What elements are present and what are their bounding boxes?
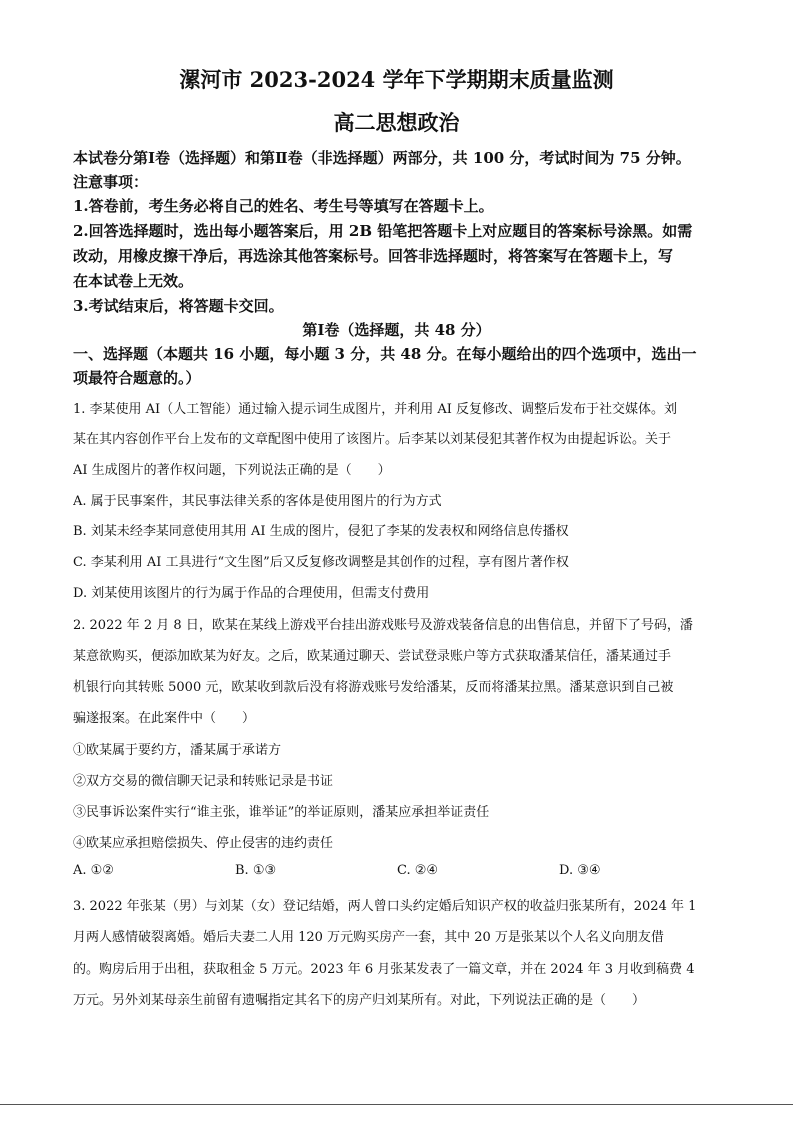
question-3-stem: 3. 2022 年张某（男）与刘某（女）登记结婚，两人曾口头约定婚后知识产权的收益归张某所有，2024 年 1 [73, 899, 697, 914]
question-3-stem: 的。购房后用于出租，获取租金 5 万元。2023 年 6 月张某发表了一篇文章，并在 2024 年 3 月收到稿费 4 [73, 962, 695, 977]
instruction-line: 在本试卷上无效。 [73, 272, 194, 290]
instructions-intro: 本试卷分第Ⅰ卷（选择题）和第Ⅱ卷（非选择题）两部分，共 100 分，考试时间为 75 分钟。 [73, 149, 691, 167]
exam-title: 漯河市 2023-2024 学年下学期期末质量监测 [179, 67, 614, 92]
question-1-stem: 1. 李某使用 AI（人工智能）通过输入提示词生成图片，并利用 AI 反复修改、调整后发布于社交媒体。刘 [73, 402, 677, 417]
question-2-stem: 骗遂报案。在此案件中（ ） [73, 711, 256, 726]
question-2-statement: ①欧某属于要约方，潘某属于承诺方 [73, 743, 282, 758]
section-heading: 第Ⅰ卷（选择题，共 48 分） [302, 321, 491, 339]
instruction-line: 2.回答选择题时，选出每小题答案后，用 2B 铅笔把答题卡上对应题目的答案标号涂黑。如需 [73, 222, 693, 240]
question-2-statement: ②双方交易的微信聊天记录和转账记录是书证 [73, 774, 334, 789]
question-2-choice-a: A. ①② [73, 863, 114, 878]
question-2-statement: ④欧某应承担赔偿损失、停止侵害的违约责任 [73, 836, 334, 851]
instruction-line: 改动，用橡皮擦干净后，再选涂其他答案标号。回答非选择题时，将答案写在答题卡上，写 [73, 247, 674, 265]
instruction-line: 3.考试结束后，将答题卡交回。 [73, 297, 284, 315]
section-description: 项最符合题意的。） [73, 369, 201, 387]
footer-divider [0, 1104, 793, 1105]
question-1-option-b: B. 刘某未经李某同意使用其用 AI 生成的图片，侵犯了李某的发表权和网络信息传播权 [73, 524, 569, 539]
question-1-option-a: A. 属于民事案件，其民事法律关系的客体是使用图片的行为方式 [73, 494, 442, 509]
question-2-choice-c: C. ②④ [397, 863, 439, 878]
exam-subtitle: 高二思想政治 [333, 110, 460, 135]
question-2-choice-b: B. ①③ [235, 863, 277, 878]
question-1-stem: 某在其内容创作平台上发布的文章配图中使用了该图片。后李某以刘某侵犯其著作权为由提起诉讼。关于 [73, 432, 672, 447]
question-2-stem: 机银行向其转账 5000 元，欧某收到款后没有将游戏账号发给潘某，反而将潘某拉黑。潘某意识到自己被 [73, 680, 674, 695]
instructions-notice: 注意事项： [73, 173, 149, 191]
question-2-stem: 2. 2022 年 2 月 8 日，欧某在某线上游戏平台挂出游戏账号及游戏装备信息的出售信息，并留下了号码，潘 [73, 618, 693, 633]
question-1-option-d: D. 刘某使用该图片的行为属于作品的合理使用，但需支付费用 [73, 586, 430, 601]
question-2-choice-d: D. ③④ [559, 863, 601, 878]
section-description: 一、选择题（本题共 16 小题，每小题 3 分，共 48 分。在每小题给出的四个选项中，选出一 [73, 345, 697, 363]
question-3-stem: 月两人感情破裂离婚。婚后夫妻二人用 120 万元购买房产一套，其中 20 万是张某以个人名义向朋友借 [73, 930, 664, 945]
question-1-option-c: C. 李某利用 AI 工具进行“文生图”后又反复修改调整是其创作的过程，享有图片著作权 [73, 555, 569, 570]
question-2-stem: 某意欲购买，便添加欧某为好友。之后，欧某通过聊天、尝试登录账户等方式获取潘某信任，潘某通过手 [73, 649, 672, 664]
question-2-statement: ③民事诉讼案件实行“谁主张，谁举证”的举证原则，潘某应承担举证责任 [73, 805, 490, 820]
question-3-stem: 万元。另外刘某母亲生前留有遗嘱指定其名下的房产归刘某所有。对此，下列说法正确的是（ ） [73, 993, 646, 1008]
question-2-choices [73, 863, 733, 883]
instruction-line: 1.答卷前，考生务必将自己的姓名、考生号等填写在答题卡上。 [73, 197, 494, 215]
question-1-stem: AI 生成图片的著作权问题，下列说法正确的是（ ） [73, 463, 391, 478]
